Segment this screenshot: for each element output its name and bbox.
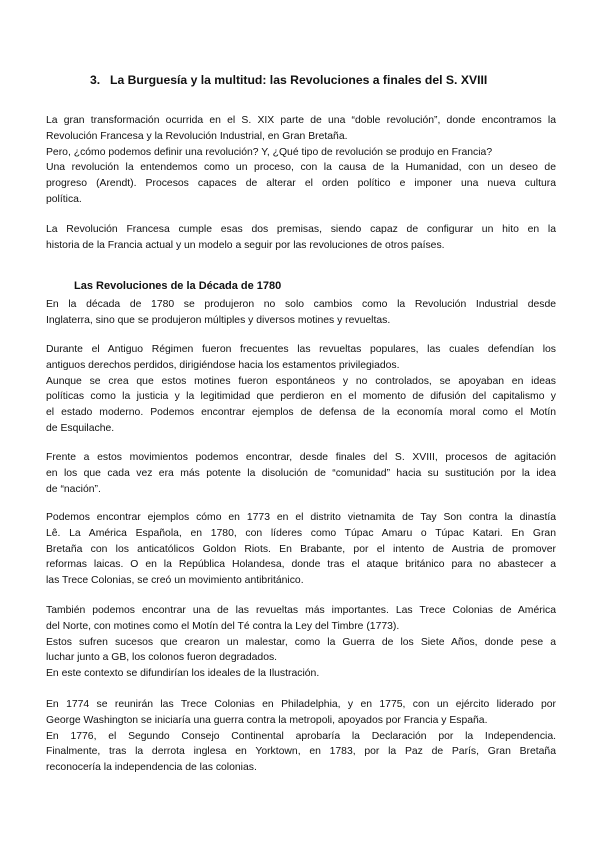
- text-line: También podemos encontrar una de las revueltas más importantes. Las Trece Colonias de América: [46, 605, 556, 616]
- text-line: Lê. La América Española, en 1780, con líderes como Túpac Amaru o Túpac Katari. En Gran: [46, 527, 556, 539]
- paragraph: [46, 510, 556, 589]
- text-line: Revolución Francesa y la Revolución Industrial, en Gran Bretaña.: [46, 130, 348, 142]
- text-line: historia de la Francia actual y un modelo a seguir por las revoluciones de otros países.: [46, 239, 445, 251]
- text-line: progreso (Arendt). Procesos capaces de alterar el orden político e imponer una nueva cultura: [46, 178, 556, 190]
- text-line: las Trece Colonias, se creó un movimiento antibritánico.: [46, 575, 304, 587]
- paragraph: [46, 450, 556, 497]
- paragraph: [46, 113, 556, 208]
- text-line: George Washington se iniciaría una guerra contra la metropoli, apoyados por Francia y España.: [46, 714, 488, 726]
- text-line: el estado moderno. Podemos encontrar ejemplos de defensa de la economía moral como el Motín: [46, 407, 556, 419]
- paragraph: [46, 603, 556, 682]
- section-number: 3.: [90, 73, 101, 87]
- text-line: Pero, ¿cómo podemos definir una revolución? Y, ¿Qué tipo de revolución se produjo en Francia?: [46, 146, 493, 158]
- text-line: antiguos derechos perdidos, dirigiéndose hacia los estamentos privilegiados.: [46, 359, 400, 371]
- text-line: de Esquilache.: [46, 422, 115, 434]
- text-line: Una revolución la entendemos como un proceso, con la causa de la Humanidad, con un deseo de: [46, 162, 556, 174]
- section-title: [90, 73, 560, 87]
- text-line: En la década de 1780 se produjeron no solo cambios como la Revolución Industrial desde: [46, 299, 556, 310]
- section-title-text: La Burguesía y la multitud: las Revoluciones a finales del S. XVIII: [110, 73, 488, 87]
- text-line: En 1774 se reunirán las Trece Colonias en Philadelphia, y en 1775, con un ejército liderado por: [46, 699, 556, 710]
- text-line: Inglaterra, sino que se produjeron múltiples y diversos motines y revueltas.: [46, 314, 391, 326]
- paragraph: [46, 697, 556, 776]
- text-line: política.: [46, 193, 82, 205]
- text-line: Bretaña con los anticatólicos Goldon Riots. En Brabante, por el intento de Austria de promover: [46, 543, 556, 555]
- text-line: La Revolución Francesa cumple esas dos premisas, siendo capaz de configurar un hito en la: [46, 224, 556, 235]
- text-line: reformas laicas. O en la República Holandesa, donde tras el ataque británico para no abastecer a: [46, 559, 556, 571]
- text-line: En este contexto se difundirían los ideales de la Ilustración.: [46, 668, 320, 680]
- text-line: Estos sufren sucesos que crearon un malestar, como la Guerra de los Siete Años, donde pese a: [46, 636, 556, 648]
- text-line: En 1776, el Segundo Consejo Continental aprobaría la Declaración por la Independencia.: [46, 730, 556, 742]
- paragraph: [46, 297, 556, 329]
- text-line: reconocería la independencia de las colonias.: [46, 762, 257, 774]
- text-line: Finalmente, tras la derrota inglesa en Yorktown, en 1783, por la Paz de París, Gran Bretaña: [46, 746, 556, 758]
- text-line: Durante el Antiguo Régimen fueron frecuentes las revueltas populares, las cuales defendían los: [46, 344, 556, 355]
- text-line: Frente a estos movimientos podemos encontrar, desde finales del S. XVIII, procesos de agitación: [46, 452, 556, 463]
- paragraph: [46, 342, 556, 437]
- text-line: en los que cada vez era más potente la disolución de “comunidad” hacia su sustitución por la idea: [46, 467, 556, 479]
- subheading: Las Revoluciones de la Década de 1780: [74, 280, 282, 292]
- text-line: Podemos encontrar ejemplos cómo en 1773 en el distrito vietnamita de Tay Son contra la dinastía: [46, 512, 556, 523]
- text-line: del Norte, con motines como el Motín del Té contra la Ley del Timbre (1773).: [46, 620, 400, 632]
- text-line: luchar junto a GB, los colonos fueron degradados.: [46, 652, 278, 664]
- text-line: Aunque se crea que estos motines fueron espontáneos y no controlados, se apoyaban en ideas: [46, 375, 556, 387]
- paragraph: [46, 222, 556, 254]
- text-line: La gran transformación ocurrida en el S. XIX parte de una “doble revolución”, donde encontramos la: [46, 115, 556, 126]
- text-line: de “nación”.: [46, 483, 101, 495]
- text-line: políticas como la justicia y la legitimidad que perdieron en el momento de difusión del capitalismo y: [46, 391, 556, 403]
